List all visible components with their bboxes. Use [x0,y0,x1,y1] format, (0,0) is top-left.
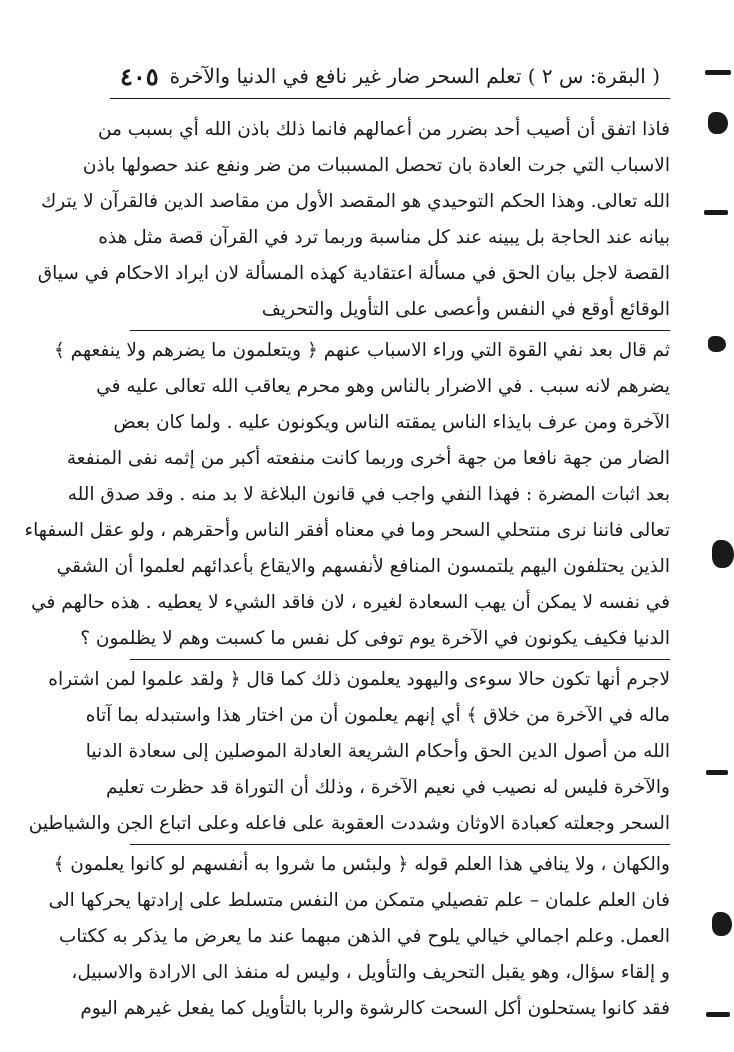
text-line: الله تعالى. وهذا الحكم التوحيدي هو المقصد الأول من مقاصد الدين فالقرآن لا يترك [41,191,670,212]
margin-mark [706,1012,730,1017]
text-line: تعالى فاننا نرى منتحلي السحر وما في معناه أفقر الناس وأحقرهم ، ولو عقل السفهاء [24,520,670,541]
margin-mark [708,336,726,352]
text-line: يضرهم لانه سبب . في الاضرار بالناس وهو محرم يعاقب الله تعالى عليه في [96,376,670,397]
paragraph [37,112,670,328]
margin-mark [704,210,728,215]
text-line: فقد كانوا يستحلون أكل السحت كالرشوة والربا بالتأويل كما يفعل غيرهم اليوم [80,998,670,1019]
text-line: لاجرم أنها تكون حالا سوءى واليهود يعلمون ذلك كما قال ﴿ ولقد علموا لمن اشتراه [48,669,670,690]
body-text [24,112,670,1027]
text-line: الذين يحتلفون اليهم يلتمسون المنافع لأنفسهم والايقاع بأعدائهم لعلموا أن الشقي [56,556,670,577]
text-line: الدنيا فكيف يكونون في الآخرة يوم توفى كل نفس ما كسبت وهم لا يظلمون ؟ [80,628,670,649]
section-divider [130,330,670,331]
paragraph [48,847,670,1027]
margin-mark [705,70,731,75]
text-line: العمل. وعلم اجمالي خيالي يلوح في الذهن مبهما عند ما يعرض ما يذكر به ككتاب [58,926,670,947]
text-line: السحر وجعلته كعبادة الاوثان وشددت العقوبة على فاعله وعلى اتباع الجن والشياطين [28,813,670,834]
page-number: ٤٠٥ [120,62,159,91]
text-line: الله من أصول الدين الحق وأحكام الشريعة العادلة الموصلين إلى سعادة الدنيا [85,741,670,762]
text-line: الاسباب التي جرت العادة بان تحصل المسببات من ضر ونفع عند حصولها باذن [82,155,670,176]
text-line: و إلقاء سؤال، وهو يقبل التحريف والتأويل ، وليس له منفذ الى الارادة والاسبيل، [71,962,670,983]
text-line: فان العلم علمان – علم تفصيلي متمكن من النفس متسلط على إرادتها يحركها الى [48,890,670,911]
paragraph [28,662,670,842]
text-line: فاذا اتفق أن أصيب أحد بضرر من أعمالهم فانما ذلك باذن الله أي بسبب من [97,119,670,140]
text-line: والكهان ، ولا ينافي هذا العلم قوله ﴿ ولبئس ما شروا به أنفسهم لو كانوا يعلمون ﴾ [53,854,670,875]
paragraph [24,333,670,657]
text-line: في نفسه لا يمكن أن يهب السعادة لغيره ، لان فاقد الشيء لا يعطيه . هذه حالهم في [31,592,670,613]
text-line: ثم قال بعد نفي القوة التي وراء الاسباب عنهم ﴿ ويتعلمون ما يضرهم ولا ينفعهم ﴾ [53,340,670,361]
text-line: بيانه عند الحاجة بل يبينه عند كل مناسبة وربما ترد في القرآن قصة مثل هذه [98,227,670,248]
margin-mark [712,912,732,936]
running-title: ( البقرة: س ٢ ) تعلم السحر ضار غير نافع في الدنيا والآخرة [169,64,660,88]
text-line: والآخرة فليس له نصيب في نعيم الآخرة ، وذلك أن التوراة قد حظرت تعليم [106,777,670,798]
margin-mark [712,540,734,568]
text-line: بعد اثبات المضرة : فهذا النفي واجب في قانون البلاغة لا بد منه . وقد صدق الله [67,484,670,505]
text-line: ماله في الآخرة من خلاق ﴾ أي إنهم يعلمون أن من اختار هذا واستبدله بما آتاه [85,705,670,726]
text-line: الضار من جهة نافعا من جهة أخرى وربما كانت منفعته أكبر من إثمه نفى المنفعة [66,448,670,469]
text-line: القصة لاجل بيان الحق في مسألة اعتقادية كهذه المسألة لان ايراد الاحكام في سياق [37,263,670,284]
section-divider [130,844,670,845]
text-line: الوقائع أوقع في النفس وأعصى على التأويل والتحريف [261,299,670,320]
text-line: الآخرة ومن عرف بايذاء الناس يمقته الناس ويكونون عليه . ولما كان بعض [113,412,670,433]
margin-mark [706,770,728,775]
page-header [110,58,670,99]
margin-mark [708,112,728,134]
section-divider [130,659,670,660]
